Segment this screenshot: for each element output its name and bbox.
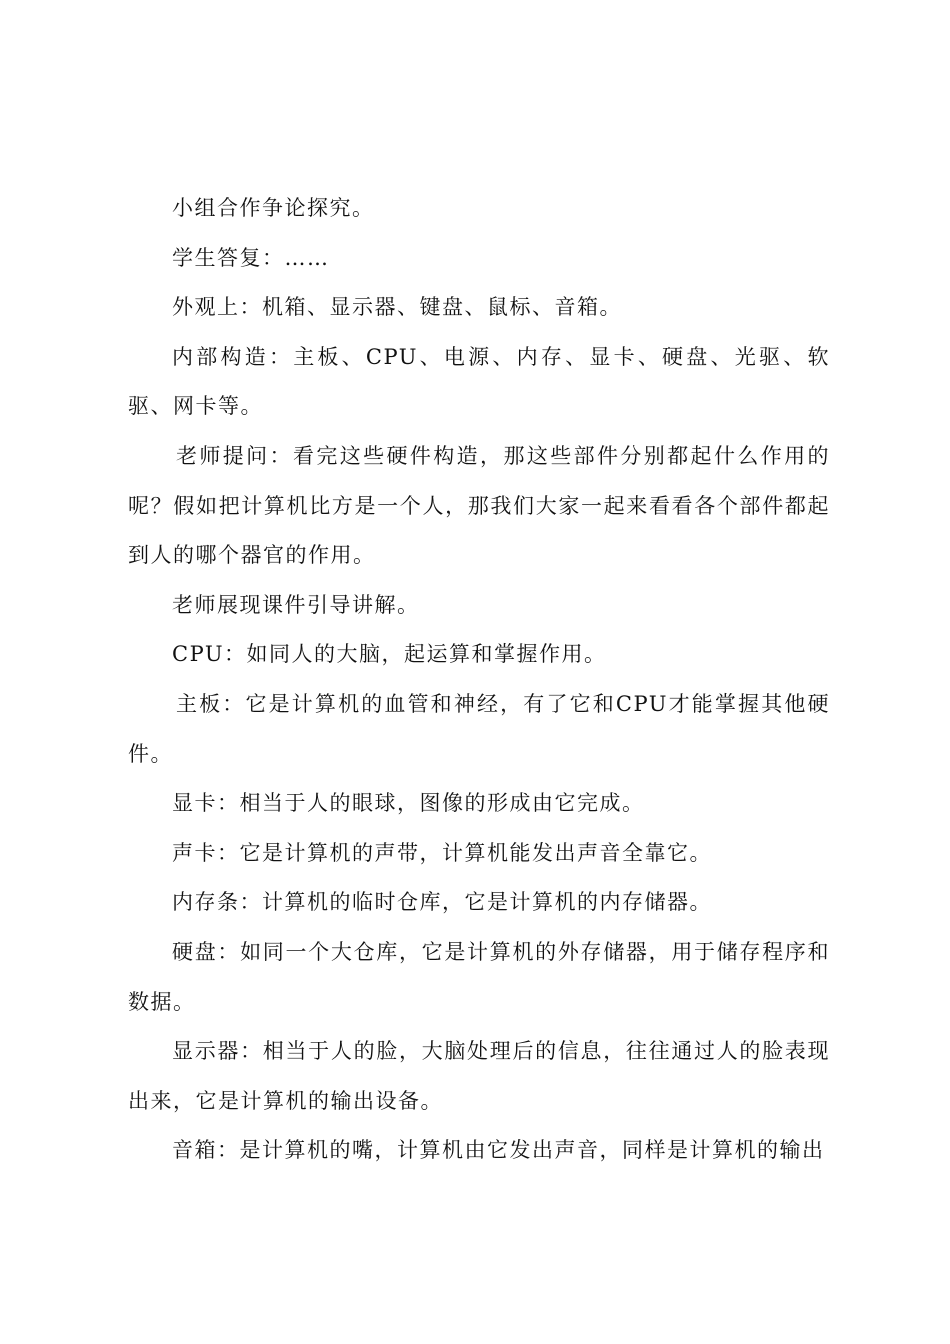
paragraph-student-answer: 学生答复：…… [172, 245, 330, 270]
paragraph-hard-disk: 硬盘：如同一个大仓库，它是计算机的外存储器，用于储存程序和数据。 [128, 939, 830, 1014]
paragraph-speaker: 音箱：是计算机的嘴，计算机由它发出声音，同样是计算机的输出 [172, 1138, 825, 1163]
paragraph-internal-parts: 内部构造：主板、CPU、电源、内存、显卡、硬盘、光驱、软驱、网卡等。 [128, 344, 830, 419]
paragraph-motherboard: 主板：它是计算机的血管和神经，有了它和CPU才能掌握其他硬件。 [128, 691, 830, 766]
paragraph-sound-card: 声卡：它是计算机的声带，计算机能发出声音全靠它。 [172, 840, 712, 865]
paragraph-cpu: CPU：如同人的大脑，起运算和掌握作用。 [172, 642, 607, 667]
paragraph-group-discussion: 小组合作争论探究。 [172, 196, 375, 220]
paragraph-teacher-courseware: 老师展现课件引导讲解。 [172, 592, 420, 617]
paragraph-exterior-parts: 外观上：机箱、显示器、键盘、鼠标、音箱。 [172, 295, 622, 320]
paragraph-monitor: 显示器：相当于人的脸，大脑处理后的信息，往往通过人的脸表现出来，它是计算机的输出设备。 [128, 1039, 830, 1113]
paragraph-teacher-question: 老师提问：看完这些硬件构造，那这些部件分别都起什么作用的呢？假如把计算机比方是一个人，那我们大家一起来看看各个部件都起到人的哪个器官的作用。 [128, 443, 830, 568]
paragraph-graphics-card: 显卡：相当于人的眼球，图像的形成由它完成。 [172, 791, 645, 816]
document-body [128, 184, 830, 1176]
paragraph-memory: 内存条：计算机的临时仓库，它是计算机的内存储器。 [172, 890, 712, 915]
